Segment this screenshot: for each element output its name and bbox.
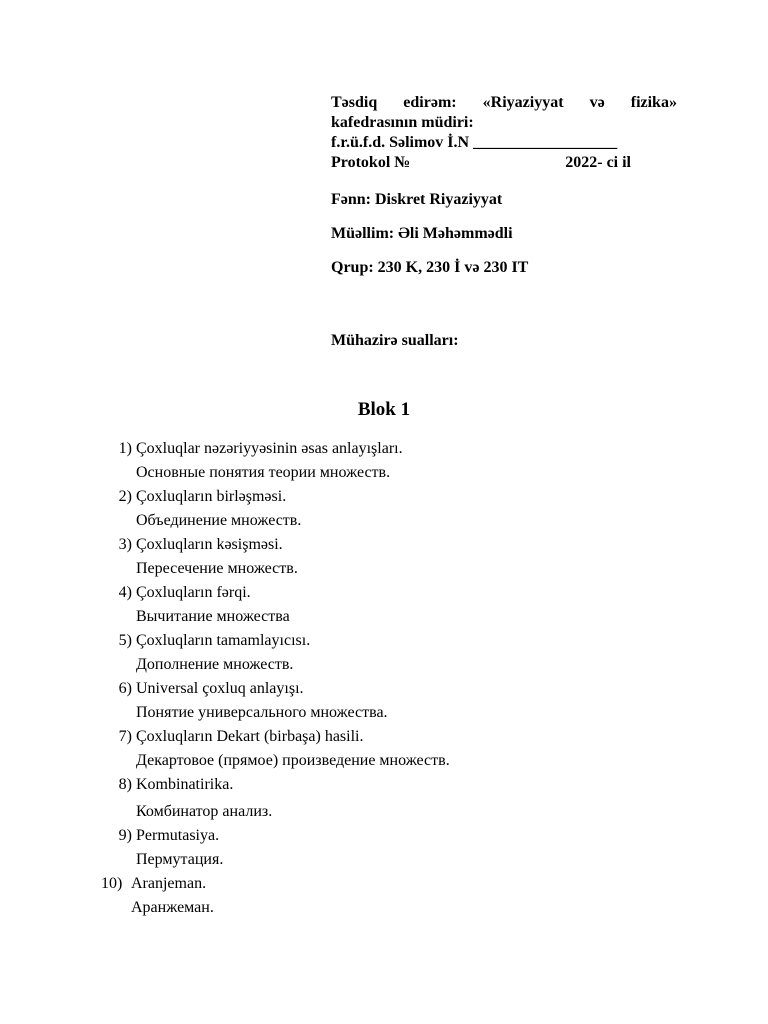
- approval-word: Təsdiq: [331, 94, 378, 111]
- list-item: [0, 824, 768, 872]
- question-number: 8): [118, 776, 132, 793]
- question-text-ru: Пермутация.: [136, 851, 224, 868]
- question-number: 4): [118, 584, 132, 601]
- question-text-az: Çoxluqların birləşməsi.: [136, 488, 287, 505]
- teacher-line: Müəllim: Əli Məhəmmədli: [331, 225, 513, 242]
- question-text-ru: Вычитание множества: [136, 608, 290, 625]
- question-list: [0, 437, 768, 920]
- question-text-ru: Дополнение множеств.: [136, 656, 294, 673]
- question-text-ru: Основные понятия теории множеств.: [136, 464, 391, 481]
- list-item: [0, 533, 768, 581]
- section-title: Mühazirə sualları:: [331, 332, 459, 349]
- question-text-ru: Понятие универсального множества.: [136, 704, 388, 721]
- question-number: 6): [118, 680, 132, 697]
- protocol-line: [331, 153, 631, 173]
- list-item: [0, 677, 768, 725]
- question-text-az: Universal çoxluq anlayışı.: [136, 680, 304, 697]
- question-text-az: Çoxluqlar nəzəriyyəsinin əsas anlayışları.: [136, 440, 403, 457]
- approval-header: [331, 93, 677, 173]
- question-text-ru: Пересечение множеств.: [136, 560, 298, 577]
- subject-line: Fənn: Diskret Riyaziyyat: [331, 191, 503, 208]
- question-number: 2): [118, 488, 132, 505]
- question-number: 9): [118, 827, 132, 844]
- approval-line-1: [331, 93, 677, 113]
- approval-signature-line: f.r.ü.f.d. Səlimov İ.N __________________: [331, 134, 618, 151]
- approval-word: fizika»: [630, 94, 677, 111]
- question-text-ru: Аранжеман.: [131, 899, 214, 916]
- approval-word: «Riyaziyyat: [482, 94, 564, 111]
- group-line: Qrup: 230 K, 230 İ və 230 IT: [331, 259, 529, 276]
- question-text-ru: Объединение множеств.: [136, 512, 302, 529]
- question-text-az: Çoxluqların fərqi.: [136, 584, 251, 601]
- question-text-ru: Комбинатор анализ.: [136, 803, 273, 820]
- list-item: [0, 872, 768, 920]
- list-item: [0, 773, 768, 824]
- question-number: 7): [118, 728, 132, 745]
- question-text-az: Çoxluqların kəsişməsi.: [136, 536, 283, 553]
- question-number: 1): [118, 440, 132, 457]
- list-item: [0, 437, 768, 485]
- approval-line-2: kafedrasının müdiri:: [331, 114, 474, 131]
- question-text-az: Kombinatirika.: [136, 776, 234, 793]
- approval-word: və: [589, 94, 605, 111]
- protocol-year: 2022- ci il: [565, 154, 631, 171]
- question-text-ru: Декартовое (прямое) произведение множеств.: [136, 752, 450, 769]
- question-number: 5): [118, 632, 132, 649]
- list-item: [0, 485, 768, 533]
- list-item: [0, 725, 768, 773]
- question-text-az: Çoxluqların tamamlayıcısı.: [136, 632, 311, 649]
- question-text-az: Çoxluqların Dekart (birbaşa) hasili.: [136, 728, 364, 745]
- question-number: 10): [101, 875, 123, 892]
- question-number: 3): [118, 536, 132, 553]
- question-text-az: Aranjeman.: [131, 875, 207, 892]
- approval-word: edirəm:: [403, 94, 457, 111]
- question-text-az: Permutasiya.: [136, 827, 220, 844]
- list-item: [0, 581, 768, 629]
- block-title: Blok 1: [357, 399, 411, 420]
- list-item: [0, 629, 768, 677]
- protocol-label: Protokol №: [331, 154, 411, 171]
